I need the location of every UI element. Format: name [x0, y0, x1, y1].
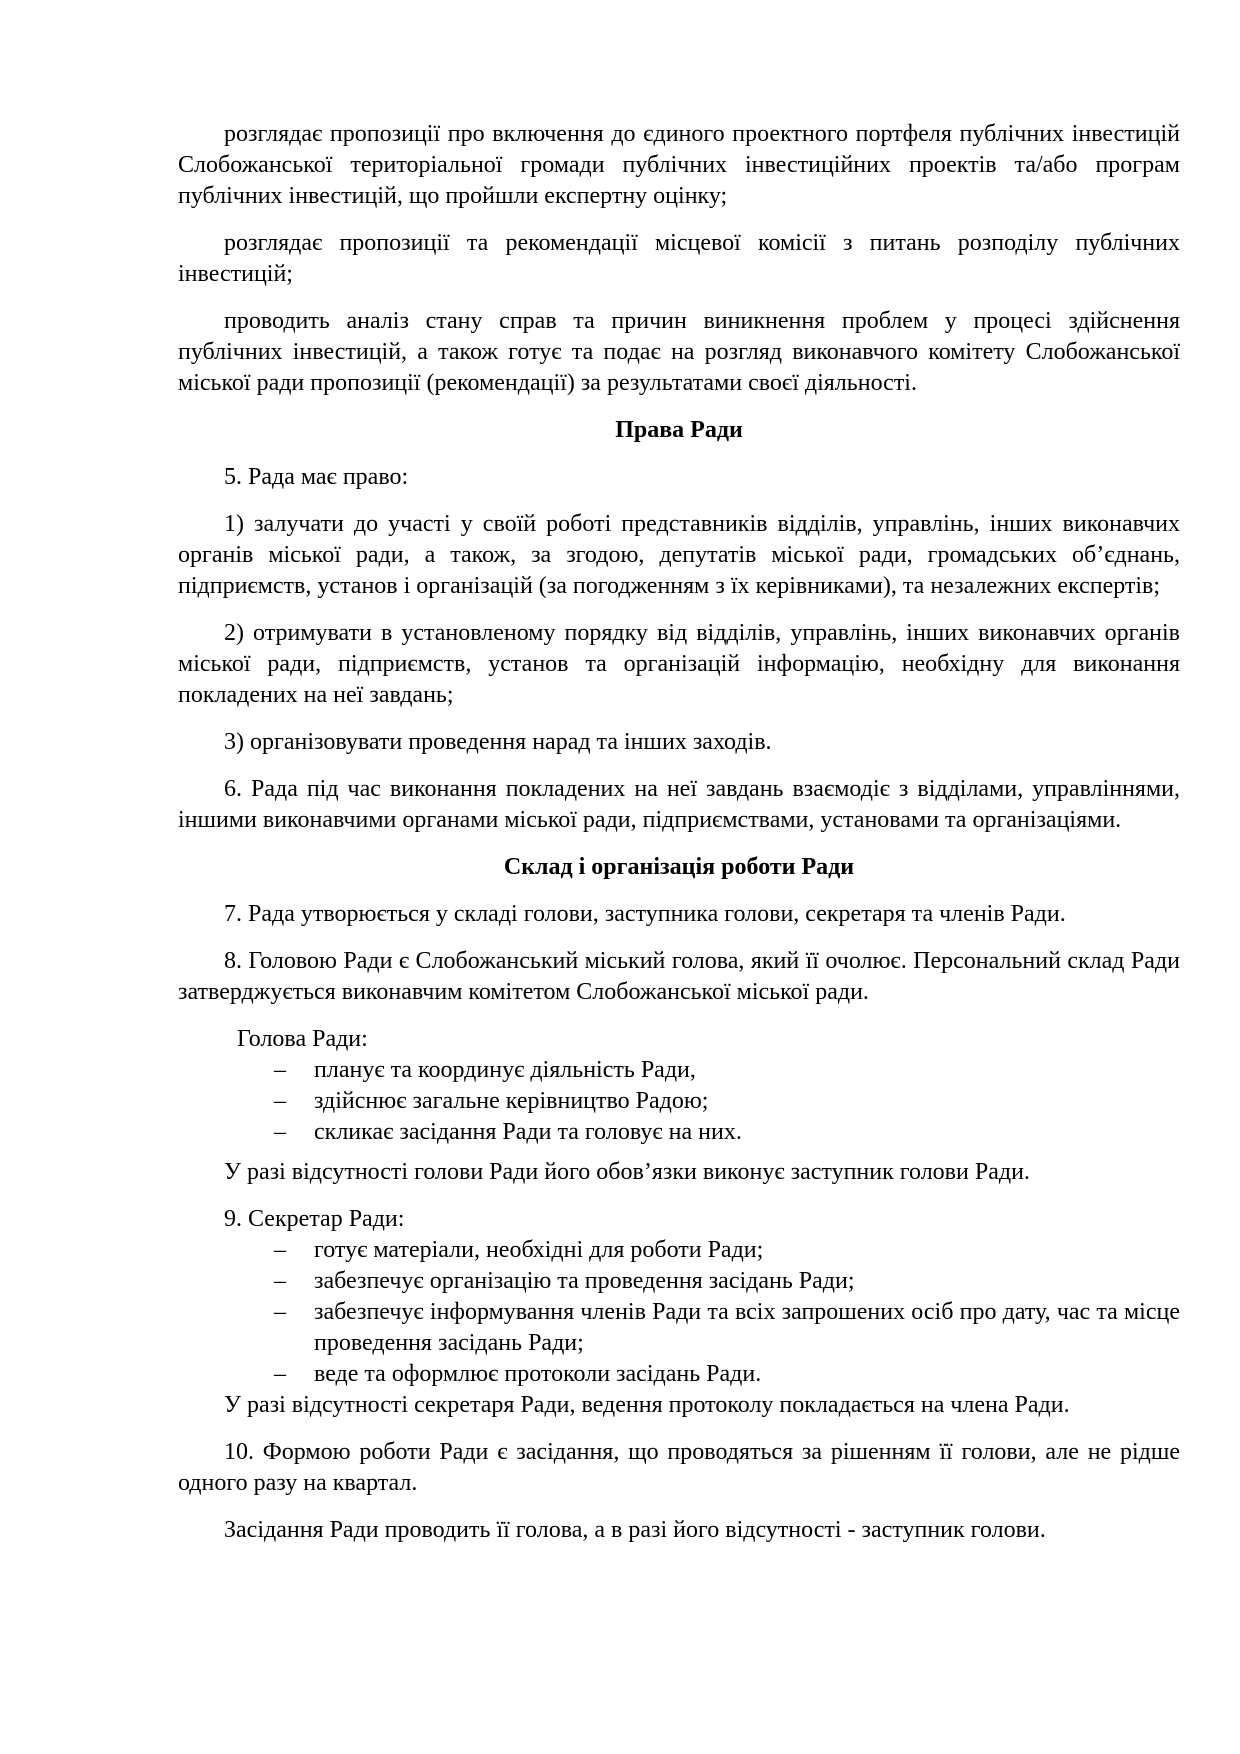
- paragraph-analysis: проводить аналіз стану справ та причин виникнення проблем у процесі здійснення публічних інвестицій, а також готує та подає на розгляд виконавчого комітету Слобожанської міської ради пропозиції (рекомендації) за результатами своєї діяльності.: [178, 308, 1180, 396]
- dash-bullet: –: [274, 1361, 286, 1387]
- paragraph-5: 5. Рада має право:: [224, 464, 409, 490]
- paragraph-5-2: 2) отримувати в установленому порядку від відділів, управлінь, інших виконавчих органів міської ради, підприємств, установ та організацій інформацію, необхідну для виконання покладених на неї завдань;: [178, 620, 1180, 708]
- paragraph-commission-recommendations: розглядає пропозиції та рекомендації місцевої комісії з питань розподілу публічних інвестицій;: [178, 230, 1180, 287]
- heading-council-structure: Склад і організація роботи Ради: [503, 854, 855, 880]
- paragraph-5-3: 3) організовувати проведення нарад та інших заходів.: [224, 729, 772, 755]
- dash-bullet: –: [274, 1268, 286, 1294]
- document-body: [178, 119, 1180, 1546]
- list-item: – веде та оформлює протоколи засідань Ради.: [274, 1359, 1180, 1390]
- dash-bullet: –: [274, 1299, 286, 1325]
- paragraph-8: 8. Головою Ради є Слобожанський міський голова, який її очолює. Персональний склад Ради затверджується виконавчим комітетом Слобожанської міської ради.: [178, 948, 1180, 1005]
- dash-bullet: –: [274, 1119, 286, 1145]
- list-item: – скликає засідання Ради та головує на них.: [274, 1117, 1180, 1148]
- paragraph-7: 7. Рада утворюється у складі голови, заступника голови, секретаря та членів Ради.: [224, 901, 1066, 927]
- dash-bullet: –: [274, 1088, 286, 1114]
- secretary-duties-list: [178, 1235, 1180, 1390]
- list-item: – забезпечує організацію та проведення засідань Ради;: [274, 1266, 1180, 1297]
- dash-bullet: –: [274, 1057, 286, 1083]
- paragraph-6: 6. Рада під час виконання покладених на неї завдань взаємодіє з відділами, управліннями, іншими виконавчими органами міської ради, підприємствами, установами та організаціями.: [178, 776, 1180, 833]
- head-duties-list: [178, 1055, 1180, 1148]
- head-label: Голова Ради:: [237, 1026, 368, 1052]
- head-absence-note: У разі відсутності голови Ради його обов’язки виконує заступник голови Ради.: [224, 1159, 1030, 1185]
- dash-bullet: –: [274, 1237, 286, 1263]
- paragraph-10-meetings: Засідання Ради проводить її голова, а в разі його відсутності - заступник голови.: [224, 1517, 1046, 1543]
- paragraph-5-1: 1) залучати до участі у своїй роботі представників відділів, управлінь, інших виконавчих органів міської ради, а також, за згодою, депутатів міської ради, громадських об’єднань, підприємств, установ і організацій (за погодженням з їх керівниками), та незалежних експертів;: [178, 511, 1180, 599]
- list-item: – забезпечує інформування членів Ради та всіх запрошених осіб про дату, час та місце проведення засідань Ради;: [274, 1299, 1180, 1356]
- list-item: – готує матеріали, необхідні для роботи Ради;: [274, 1235, 1180, 1266]
- paragraph-9: 9. Секретар Ради:: [224, 1206, 405, 1232]
- heading-council-rights: Права Ради: [615, 417, 743, 443]
- secretary-absence-note: У разі відсутності секретаря Ради, ведення протоколу покладається на члена Ради.: [224, 1392, 1070, 1418]
- paragraph-portfolio-proposals: розглядає пропозиції про включення до єдиного проектного портфеля публічних інвестицій Слобожанської територіальної громади публічних інвестиційних проектів та/або програм публічних інвестицій, що пройшли експертну оцінку;: [178, 121, 1180, 209]
- list-item: – планує та координує діяльність Ради,: [274, 1055, 1180, 1086]
- paragraph-10: 10. Формою роботи Ради є засідання, що проводяться за рішенням її голови, але не рідше одного разу на квартал.: [178, 1439, 1180, 1496]
- list-item: – здійснює загальне керівництво Радою;: [274, 1086, 1180, 1117]
